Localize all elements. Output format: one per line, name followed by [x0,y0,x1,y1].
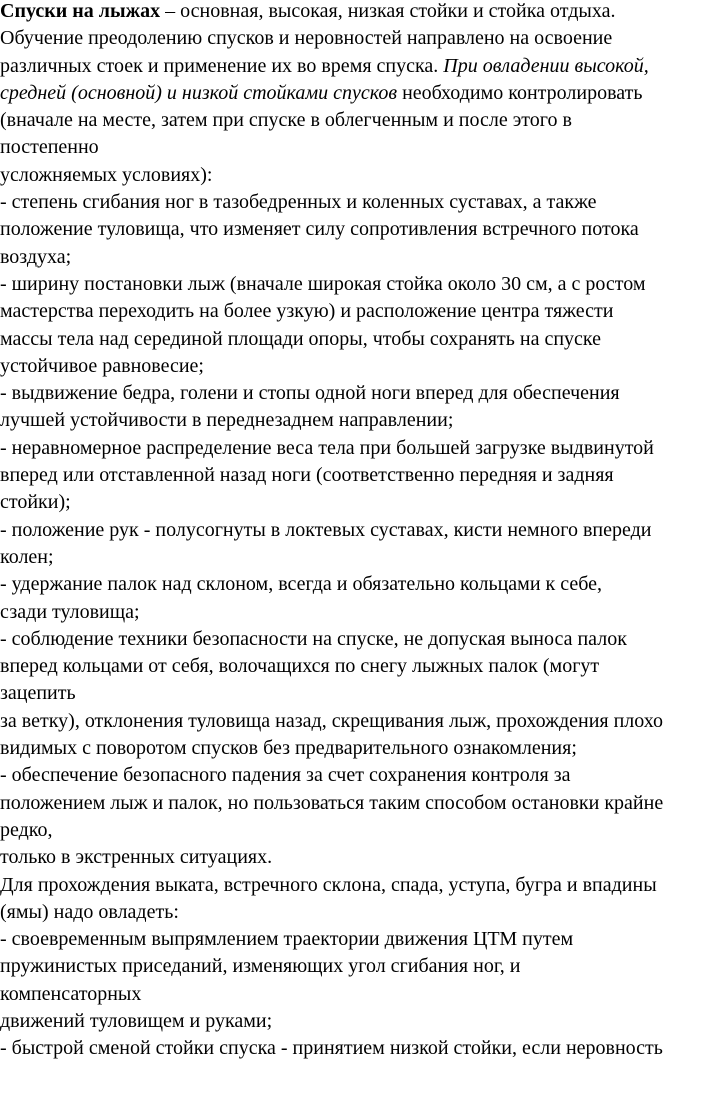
text-line: вперед или отставленной назад ноги (соответственно передняя и задняя [0,464,614,487]
italic-text-run: средней (основной) и низкой стойками спусков [0,81,398,104]
text-line: редко, [0,818,53,841]
list-item-line: - соблюдение техники безопасности на спуске, не допуская выноса палок [0,627,627,650]
text-line: пружинистых приседаний, изменяющих угол сгибания ног, и [0,955,521,978]
text-line: видимых с поворотом спусков без предварительного ознакомления; [0,737,577,760]
text-line: (ямы) надо овладеть: [0,900,179,923]
text-run: различных стоек и применение их во время спуска. [0,54,444,77]
text-line: усложняемых условиях): [0,163,213,186]
text-line: компенсаторных [0,982,142,1005]
text-line: зацепить [0,682,76,705]
text-run: необходимо контролировать [397,81,643,104]
text-line [0,53,704,80]
text-line [0,0,704,25]
list-item-line: - положение рук - полусогнуты в локтевых суставах, кисти немного впереди [0,518,652,541]
text-line: постепенно [0,136,99,159]
text-line: движений туловищем и руками; [0,1009,273,1032]
text-line: мастерства переходить на более узкую) и расположение центра тяжести [0,300,614,323]
text-line: вперед кольцами от себя, волочащихся по снегу лыжных палок (могут [0,655,600,678]
list-item-line: - удержание палок над склоном, всегда и обязательно кольцами к себе, [0,573,603,596]
heading-continuation: – основная, высокая, низкая стойки и стойка отдыха. [160,0,616,22]
text-line: положение туловища, что изменяет силу сопротивления встречного потока [0,218,639,241]
text-line: только в экстренных ситуациях. [0,846,273,869]
list-item-line: - степень сгибания ног в тазобедренных и коленных суставах, а также [0,191,597,214]
text-line: воздуха; [0,245,72,268]
list-item-line: - быстрой сменой стойки спуска - принятием низкой стойки, если неровность [0,1037,663,1060]
italic-text-run: При овладении высокой, [443,54,649,77]
section-heading: Спуски на лыжах [0,0,161,22]
list-item-line: - ширину постановки лыж (вначале широкая стойка около 30 см, а с ростом [0,272,646,295]
text-line: за ветку), отклонения туловища назад, скрещивания лыж, прохождения плохо [0,709,664,732]
text-line: лучшей устойчивости в переднезаднем направлении; [0,409,454,432]
text-line: (вначале на месте, затем при спуске в облегченным и после этого в [0,109,572,132]
list-item-line: - обеспечение безопасного падения за счет сохранения контроля за [0,764,571,787]
list-item-line: - выдвижение бедра, голени и стопы одной ноги вперед для обеспечения [0,382,620,405]
text-line: Обучение преодолению спусков и неровностей направлено на освоение [0,27,613,50]
text-line: массы тела над серединой площади опоры, чтобы сохранять на спуске [0,327,601,350]
text-line: колен; [0,545,54,568]
text-line: Для прохождения выката, встречного склона, спада, уступа, бугра и впадины [0,873,657,896]
text-line: сзади туловища; [0,600,140,623]
text-line: устойчивое равновесие; [0,354,204,377]
list-item-line: - своевременным выпрямлением траектории движения ЦТМ путем [0,928,574,951]
list-item-line: - неравномерное распределение веса тела при большей загрузке выдвинутой [0,436,654,459]
text-line [0,80,704,107]
text-line: стойки); [0,491,71,514]
text-line: положением лыж и палок, но пользоваться таким способом остановки крайне [0,791,664,814]
